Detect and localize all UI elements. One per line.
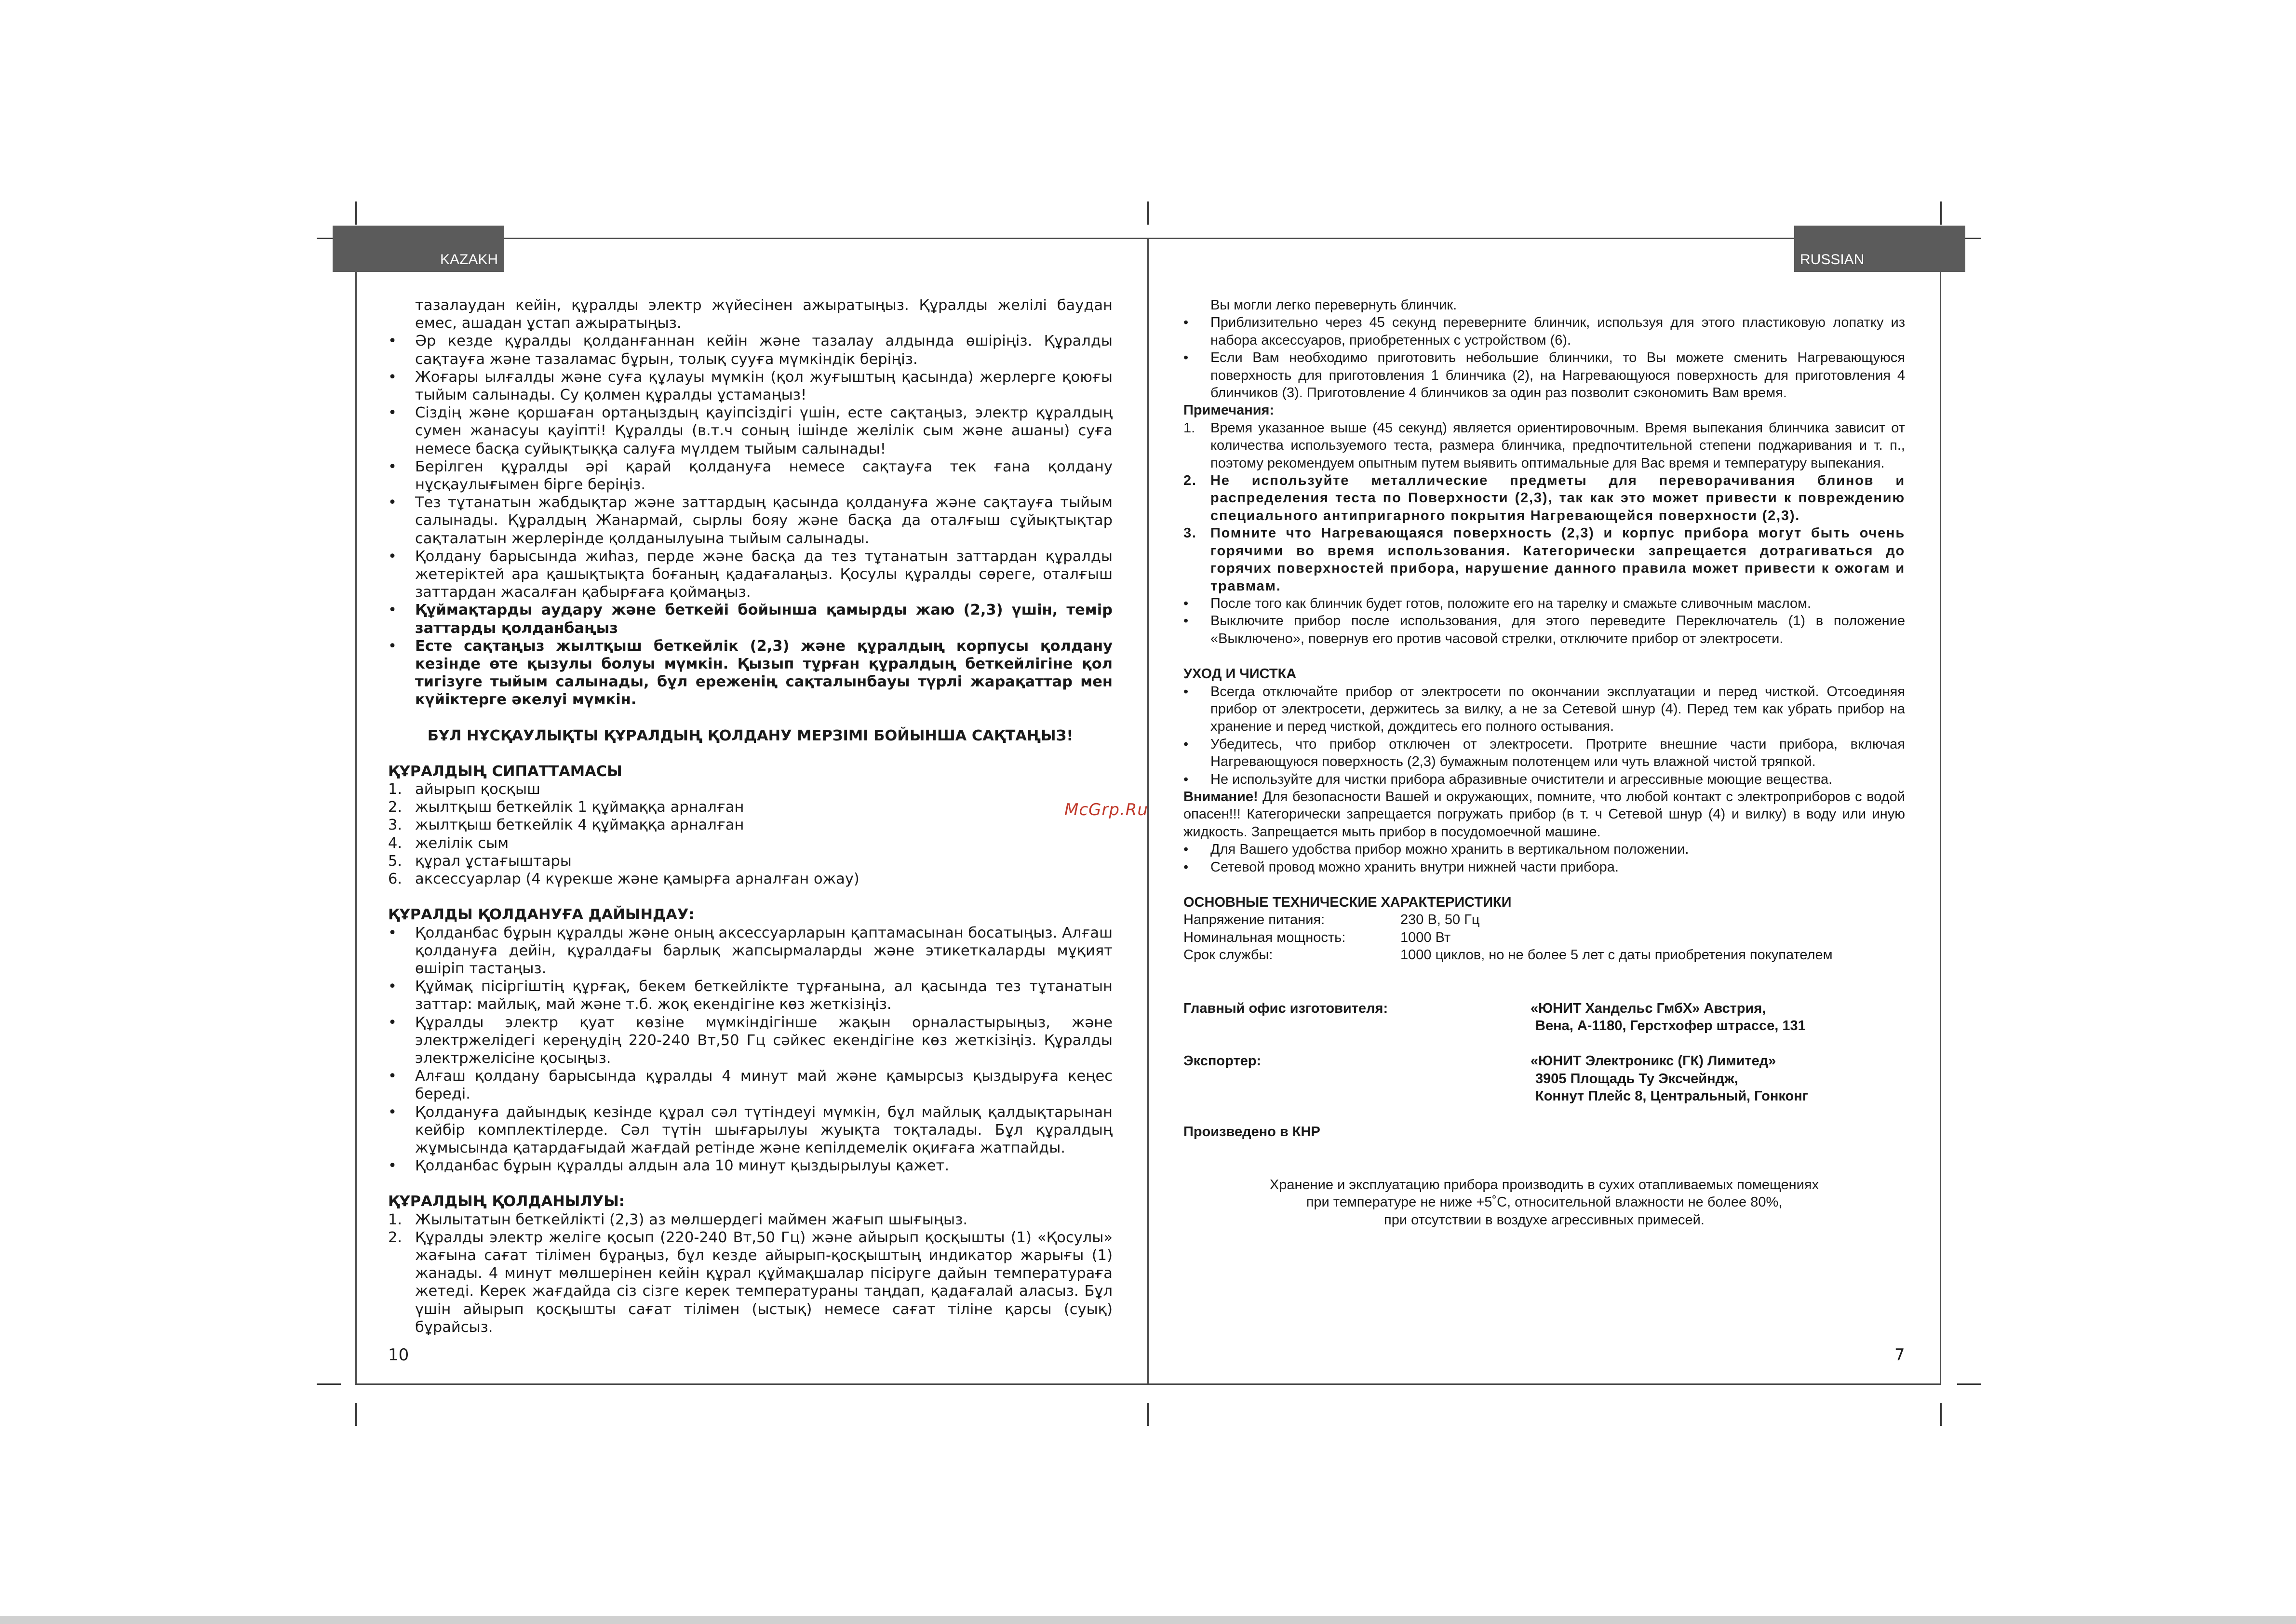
list-item: • Құймақ пісіргіштің құрғақ, бекем беткейлікте тұрғанына, ал қасында тез тұтанатын заттар: майлық, май және т.б. жоқ екендігіне көз жеткізіңіз. — [388, 978, 1113, 1013]
list-item: • Всегда отключайте прибор от электросети по окончании эксплуатации и перед чисткой. Отсоединяя прибор от электросети, держитесь за вилку, а не за Сетевой шнур (4). Перед тем как убрать прибор на хранение и перед чисткой, дождитесь его полного остывания. — [1183, 683, 1905, 736]
storage-conditions: Хранение и эксплуатацию прибора производить в сухих отапливаемых помещениях при температуре не ниже +5˚С, относительной влажности не более 80%, при отсутствии в воздухе агрессивных примесей. — [1269, 1177, 1819, 1228]
list-item: • Не используйте для чистки прибора абразивные очистители и агрессивные моющие вещества. — [1183, 771, 1905, 788]
spec-row: Номинальная мощность: 1000 Вт — [1183, 929, 1451, 945]
list-item: 4. желілік сым — [388, 834, 509, 852]
list-item: • Выключите прибор после использования, для этого переведите Переключатель (1) в положение «Выключено», повернув его против часовой стрелки, отключите прибор от электросети. — [1183, 612, 1905, 647]
manufacturer-office: Главный офис изготовителя: «ЮНИТ Хандельс ГмбХ» Австрия, Вена, А-1180, Герстхофер штрассе, 131 — [1183, 1000, 1806, 1034]
tab-label: KAZAKH — [440, 252, 498, 268]
list-item: • Қолдану барысында жиһаз, перде және басқа да тез тұтанатын заттардан құралды жетеріктей ара қашықтықта боғаның қадағалаңыз. Қосулы құралды сөреге, оталғыш заттардан жасалған қабырғаға қоймаңыз. — [388, 548, 1113, 602]
list-item: 1. айырып қосқыш — [388, 781, 540, 798]
note-item: 1. Время указанное выше (45 секунд) является ориентировочным. Время выпекания блинчика зависит от количества используемого теста, размера блинчика, предпочтительной степени поджаривания и т. п., поэтому рекомендуем опытным путем выявить оптимальные для Вас время и температуру выпекания. — [1183, 420, 1905, 471]
section-heading: Примечания: — [1183, 403, 1275, 418]
language-tab-russian — [1794, 226, 1965, 272]
list-item: 5. құрал ұстағыштары — [388, 852, 572, 870]
crop-mark — [355, 201, 357, 225]
section-heading: ҚҰРАЛДЫ ҚОЛДАНУҒА ДАЙЫНДАУ: — [388, 906, 695, 924]
list-item: • Қолданбас бұрын құралды және оның аксессуарларын қаптамасынан босатыңыз. Алғаш қолдануға дейін, құралдағы барлық жапсырмаларды және этикеткаларды мұқият өшіріп тастаңыз. — [388, 924, 1113, 978]
watermark: McGrp.Ru — [1064, 800, 1148, 819]
list-item: 2. Құралды электр желіге қосып (220-240 Вт,50 Гц) және айырып қосқышты (1) «Қосулы» жағына сағат тілімен бұраңыз, бұл кезде айырып-қосқыштың индикатор жарығы (1) жанады. 4 минут мөлшерінен кейін құрал құймақшалар пісіруге дайын температураға жетеді. Керек жағдайда сіз сізге керек температураны таңдап, қадағалай аласыз. Бұл үшін айырып қосқышты сағат тілімен (ыстық) немесе сағат тіліне қарсы (суық) бұрайсыз. — [388, 1229, 1113, 1336]
crop-mark — [1957, 1383, 1981, 1385]
spec-row: Срок службы: 1000 циклов, но не более 5 лет с даты приобретения покупателем — [1183, 947, 1833, 963]
spec-row: Напряжение питания: 230 В, 50 Гц — [1183, 912, 1480, 928]
list-item: 3. жылтқыш беткейлік 4 құймаққа арналған — [388, 817, 744, 834]
crop-mark — [355, 1403, 357, 1426]
made-in: Произведено в КНР — [1183, 1124, 1320, 1140]
list-item: • Сіздің және қоршаған ортаңыздың қауіпсіздігі үшін, есте сақтаңыз, электр құралдың сумен жанасуы қауіпті! Құралды (в.т.ч соның ішінде желілік сым және ашаны) суға немесе басқа суйықтыққа салуға мүлдем тыйым салынады! — [388, 404, 1113, 458]
crop-mark — [317, 1383, 341, 1385]
list-item: • Қолданбас бұрын құралды алдын ала 10 минут қыздырылуы қажет. — [388, 1157, 1113, 1175]
list-item: • Если Вам необходимо приготовить небольшие блинчики, то Вы можете сменить Нагревающуюся поверхность для приготовления 1 блинчика (2), на Нагревающуюся поверхность для приготовления 4 блинчиков (3). Приготовление 4 блинчиков за один раз позволит сэкономить Вам время. — [1183, 349, 1905, 402]
list-item: • Алғаш қолдану барысында құралды 4 минут май және қамырсыз қыздыруға кеңес береді. — [388, 1067, 1113, 1103]
warning-paragraph: Внимание! Для безопасности Вашей и окружающих, помните, что любой контакт с электроприборов с водой опасен!!! Категорически запрещается погружать прибор (в т. ч Сетевой шнур (4) и вилку) в воду или иную жидкость. Запрещается мыть прибор в посудомоечной машине. — [1183, 789, 1905, 840]
crop-mark — [1147, 201, 1149, 225]
paragraph: тазалаудан кейін, құралды электр жүйесінен ажыратыңыз. Құралды желілі баудан емес, ашадан ұстап ажыратыңыз. — [415, 297, 1113, 332]
note-item-bold: 3. Помните что Нагревающаяся поверхность (2,3) и корпус прибора могут быть очень горячими во время использования. Категорически запрещается дотрагиваться до горячих поверхностей прибора, нарушение данного правила может привести к ожогам и травмам. — [1183, 525, 1905, 594]
exporter: Экспортер: «ЮНИТ Электроникс (ГК) Лимитед» 3905 Площадь Ту Эксчейндж, Коннут Плейс 8, Центральный, Гонконг — [1183, 1053, 1808, 1104]
list-item: 2. жылтқыш беткейлік 1 құймаққа арналған — [388, 799, 744, 816]
warning-label: Внимание! — [1183, 789, 1258, 805]
list-item: • Жоғары ылғалды және суға құлауы мүмкін (қол жуғыштың қасында) жерлерге қоюғы тыйым салынады. Су қолмен құралды ұстамаңыз! — [388, 368, 1113, 404]
list-item: • Берілген құралды әрі қарай қолдануға немесе сақтауға тек ғана қолдану нұсқаулығымен бірге беріңіз. — [388, 458, 1113, 494]
list-item: • Қолдануға дайындық кезінде құрал сәл түтіндеуі мүмкін, бұл майлық қалдықтарынан кейбір комплектілерде. Сәл түтін шығарылуы жуықта тоқталады. Бұл құралдың жұмысында қатардағыдай жағдай ретінде және кепілдемелік оқиғаға жатпайды. — [388, 1103, 1113, 1157]
crop-mark — [1940, 1403, 1942, 1426]
crop-mark — [1940, 201, 1942, 225]
page-number-right: 7 — [1894, 1345, 1905, 1365]
list-item: • Құралды электр қуат көзіне мүмкіндігінше жақын орналастырыңыз, және электржелідегі кереңудің 220-240 Вт,50 Гц сәйкес екендігіне көз жеткізіңіз. Құралды электржелісіне қосыңыз. — [388, 1014, 1113, 1068]
section-heading: ҚҰРАЛДЫҢ ҚОЛДАНЫЛУЫ: — [388, 1193, 625, 1210]
section-heading: ОСНОВНЫЕ ТЕХНИЧЕСКИЕ ХАРАКТЕРИСТИКИ — [1183, 895, 1512, 910]
tab-label: RUSSIAN — [1800, 252, 1865, 268]
crop-mark — [1147, 1403, 1149, 1426]
list-item: 1. Жылытатын беткейлікті (2,3) аз мөлшердегі маймен жағып шығыңыз. — [388, 1211, 968, 1228]
list-item: • После того как блинчик будет готов, положите его на тарелку и смажьте сливочным маслом. — [1183, 595, 1905, 612]
list-item: • Убедитесь, что прибор отключен от электросети. Протрите внешние части прибора, включая Нагревающуюся поверхность (2,3) бумажным полотенцем или чуть влажной чистой тряпкой. — [1183, 736, 1905, 771]
list-item-bold: • Есте сақтаңыз жылтқыш беткейлік (2,3) және құралдың корпусы қолдану кезінде өте қызулы болуы мүмкін. Қызып тұрған құралдың беткейлігіне қол тигізуге тыйым салынады, бұл ереженің сақталынбауы түрлі жарақаттар мен күйіктерге әкелуі мүмкін. — [388, 637, 1113, 709]
page-number-left: 10 — [388, 1345, 409, 1365]
language-tab-kazakh — [333, 226, 504, 272]
list-item: • Для Вашего удобства прибор можно хранить в вертикальном положении. — [1183, 841, 1905, 858]
list-item: 6. аксессуарлар (4 күрекше және қамырға арналған ожау) — [388, 871, 859, 888]
list-item: • Әр кезде құралды қолданғаннан кейін және тазалау алдында өшіріңіз. Құралды сақтауға және тазаламас бұрын, толық сууға мүмкіндік беріңіз. — [388, 332, 1113, 368]
kazakh-column — [388, 296, 1113, 1336]
section-heading: УХОД И ЧИСТКА — [1183, 666, 1297, 682]
list-item: • Приблизительно через 45 секунд переверните блинчик, используя для этого пластиковую лопатку из набора аксессуаров, приобретенных с устройством (6). — [1183, 314, 1905, 349]
keep-instructions-heading: БҰЛ НҰСҚАУЛЫҚТЫ ҚҰРАЛДЫҢ ҚОЛДАНУ МЕРЗІМІ БОЙЫНША САҚТАҢЫЗ! — [427, 727, 1074, 744]
note-item-bold: 2. Не используйте металлические предметы для переворачивания блинов и распределения теста по Поверхности (2,3), так как это может привести к повреждению специального антипригарного покрытия Нагревающейся поверхности (2,3). — [1183, 473, 1905, 523]
list-item-bold: • Құймақтарды аудару және беткейі бойынша қамырды жаю (2,3) үшін, темір заттарды қолданбаңыз — [388, 601, 1113, 637]
russian-column — [1183, 296, 1905, 1229]
paragraph: Вы могли легко перевернуть блинчик. — [1210, 297, 1457, 313]
list-item: • Тез тұтанатын жабдықтар және заттардың қасында қолдануға және сақтауға тыйым салынады. Құралдың Жанармай, сырлы бояу және басқа да оталғыш сұйықтықтар сақталатын жерлерінде қолданылуына тыйым салынады. — [388, 494, 1113, 548]
bottom-band — [0, 1616, 2296, 1624]
section-heading: ҚҰРАЛДЫҢ СИПАТТАМАСЫ — [388, 763, 622, 780]
list-item: • Сетевой провод можно хранить внутри нижней части прибора. — [1183, 859, 1905, 876]
